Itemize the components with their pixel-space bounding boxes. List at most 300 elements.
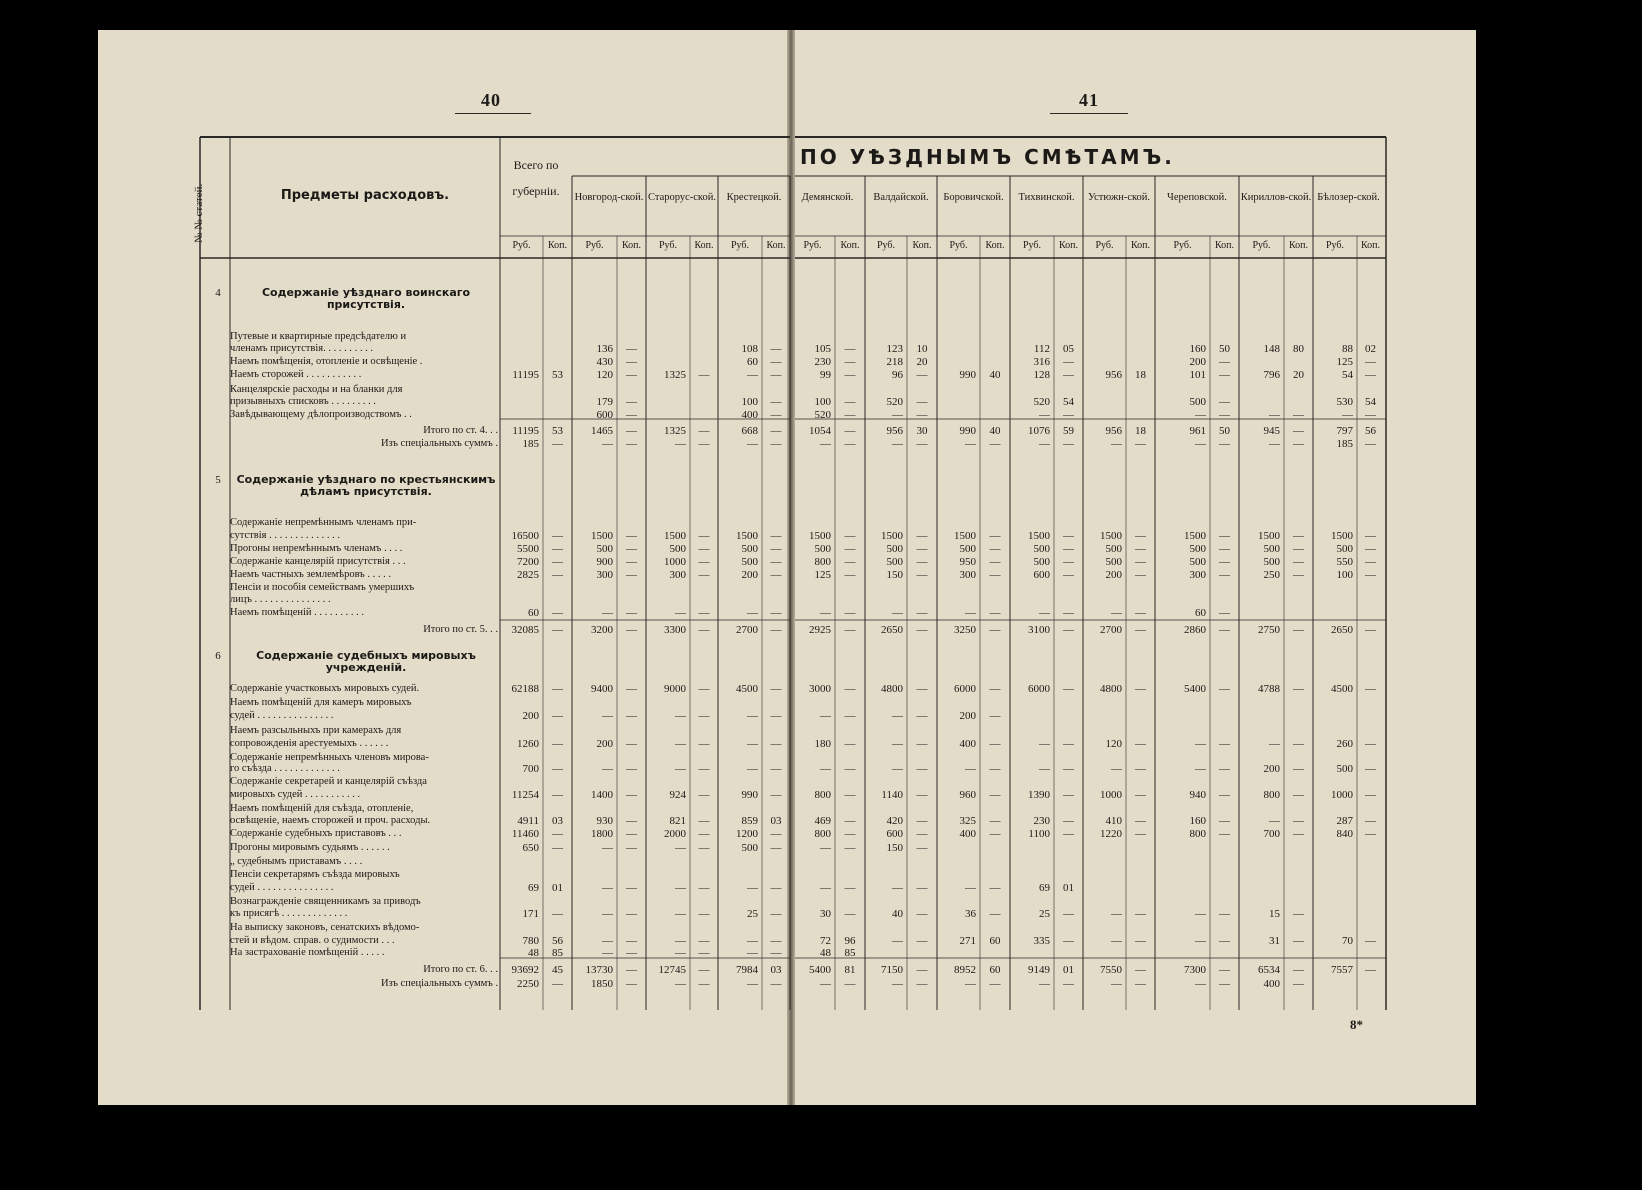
kop-value: — (1365, 569, 1376, 581)
kop-value: — (1293, 763, 1304, 775)
rub-value: 800 (814, 556, 831, 568)
kop-value: — (916, 738, 928, 750)
kop-value: — (1293, 409, 1304, 421)
kop-value: — (916, 438, 928, 450)
kop-value: 85 (552, 947, 563, 959)
kop-value: — (626, 356, 637, 368)
rub-value: 179 (596, 396, 613, 408)
rub-value: — (675, 763, 686, 775)
kop-value: — (844, 842, 856, 854)
kop-value: — (770, 543, 782, 555)
rub-value: 520 (886, 396, 903, 408)
kop-value: — (698, 624, 710, 636)
kop-value: — (698, 763, 710, 775)
expense-item-label: го съѣзда . . . . . . . . . . . . . (230, 763, 340, 774)
rub-value: 1220 (1100, 828, 1122, 840)
kop-value: — (770, 624, 782, 636)
rub-value: — (892, 763, 903, 775)
kop-value: 18 (1135, 425, 1146, 437)
kop-value: 30 (916, 425, 928, 437)
expense-item-label: Пенсіи секретарямъ съѣзда мировыхъ (230, 869, 400, 880)
rub-value: 6000 (954, 683, 976, 695)
rub-value: 150 (886, 569, 903, 581)
rub-value: 500 (886, 543, 903, 555)
rub-value: 7557 (1331, 964, 1353, 976)
rub-value: — (747, 763, 758, 775)
rub-value: — (892, 607, 903, 619)
rub-value: 200 (596, 738, 613, 750)
kop-subheader: Коп. (912, 240, 932, 251)
kop-value: 56 (1365, 425, 1376, 437)
kop-value: — (770, 409, 782, 421)
kop-value: — (552, 569, 563, 581)
expense-item-label: освѣщеніе, наемъ сторожей и проч. расходы. (230, 815, 431, 826)
expense-item-label: Путевые и квартирные предсѣдателю и (230, 331, 407, 342)
kop-value: — (989, 763, 1001, 775)
rub-subheader: Руб. (730, 240, 750, 251)
rub-value: 93692 (511, 964, 539, 976)
rub-value: — (1039, 763, 1050, 775)
rub-value: 796 (1263, 369, 1280, 381)
kop-value: — (1135, 815, 1146, 827)
kop-value: — (1063, 683, 1074, 695)
expense-item-label: мировыхъ судей . . . . . . . . . . . (230, 789, 361, 800)
rub-value: 100 (1336, 569, 1353, 581)
rub-value: 1500 (809, 530, 831, 542)
rub-value: 1500 (1258, 530, 1280, 542)
kop-value: — (626, 438, 637, 450)
kop-value: — (552, 789, 563, 801)
expense-item-label: Канцелярскіе расходы и на бланки для (230, 384, 403, 395)
rub-value: 230 (1033, 815, 1050, 827)
rub-value: 4800 (1100, 683, 1122, 695)
kop-value: — (1293, 683, 1304, 695)
rub-value: 150 (886, 842, 903, 854)
expense-item-label: Наемъ разсыльныхъ при камерахъ для (230, 725, 402, 736)
rub-value: 400 (959, 828, 976, 840)
rub-value: 30 (820, 908, 831, 920)
kop-value: — (1293, 556, 1304, 568)
kop-value: — (844, 530, 856, 542)
rub-value: 600 (886, 828, 903, 840)
district-header: Валдайской. (873, 192, 929, 203)
kop-value: — (698, 738, 710, 750)
rub-value: — (892, 935, 903, 947)
rub-value: 821 (669, 815, 686, 827)
rub-value: — (675, 908, 686, 920)
kop-value: — (698, 947, 710, 959)
kop-value: — (1219, 369, 1230, 381)
rub-value: 1100 (1028, 828, 1050, 840)
rub-value: 13730 (585, 964, 613, 976)
total-row-label: Изъ спеціальныхъ суммъ . (380, 438, 498, 449)
rub-value: — (747, 882, 758, 894)
rub-value: 961 (1189, 425, 1206, 437)
kop-value: — (989, 530, 1001, 542)
kop-value: 60 (989, 935, 1001, 947)
kop-value: — (844, 409, 856, 421)
rub-value: 4800 (881, 683, 903, 695)
kop-value: — (916, 842, 928, 854)
kop-value: — (1365, 556, 1376, 568)
rub-value: 125 (814, 569, 831, 581)
kop-value: — (1293, 543, 1304, 555)
page-number-right: 41 (1079, 90, 1099, 110)
rub-value: 5500 (517, 543, 539, 555)
rub-value: 260 (1336, 738, 1353, 750)
rub-value: — (820, 438, 831, 450)
rub-value: — (747, 738, 758, 750)
rub-value: — (675, 882, 686, 894)
rub-value: 520 (814, 409, 831, 421)
rub-value: 1500 (1100, 530, 1122, 542)
total-header: Всего по губерніи. (512, 158, 560, 198)
rub-value: 69 (1039, 882, 1050, 894)
rub-value: 160 (1189, 815, 1206, 827)
rub-value: — (965, 978, 976, 990)
rub-value: — (675, 935, 686, 947)
rub-value: 250 (1263, 569, 1280, 581)
kop-value: — (1135, 438, 1146, 450)
kop-value: — (698, 978, 710, 990)
kop-value: — (1219, 409, 1230, 421)
rub-value: — (675, 978, 686, 990)
rub-value: 3200 (591, 624, 613, 636)
rub-value: — (1111, 908, 1122, 920)
kop-value: — (989, 543, 1001, 555)
kop-subheader: Коп. (621, 240, 642, 251)
rub-value: 99 (820, 369, 831, 381)
expense-item-label: призывныхъ списковъ . . . . . . . . . (230, 396, 376, 407)
rub-value: 128 (1033, 369, 1050, 381)
rub-value: 930 (596, 815, 613, 827)
expense-item-label: Наемъ помѣщеній для камеръ мировыхъ (230, 697, 412, 708)
kop-value: — (698, 789, 710, 801)
rub-value: 1000 (1331, 789, 1353, 801)
district-header: Старорус-ской. (648, 192, 716, 203)
rub-value: 96 (892, 369, 903, 381)
rub-value: — (1039, 607, 1050, 619)
rub-value: 325 (959, 815, 976, 827)
kop-value: — (1135, 569, 1146, 581)
rub-value: 335 (1033, 935, 1050, 947)
kop-value: — (1293, 978, 1304, 990)
kop-value: — (552, 683, 563, 695)
kop-value: — (1293, 569, 1304, 581)
rub-value: 72 (820, 935, 831, 947)
rub-value: 990 (741, 789, 758, 801)
rub-value: — (1195, 409, 1206, 421)
rub-value: 300 (596, 569, 613, 581)
kop-value: — (1365, 789, 1376, 801)
rub-value: 25 (1039, 908, 1050, 920)
expense-item-label: Содержаніе секретарей и канцелярій съѣзда (230, 776, 427, 787)
kop-value: — (626, 842, 637, 854)
rub-value: 668 (741, 425, 758, 437)
expense-item-label: судей . . . . . . . . . . . . . . . (230, 882, 334, 893)
kop-value: — (552, 624, 563, 636)
rub-value: 31 (1269, 935, 1280, 947)
kop-value: — (844, 543, 856, 555)
rub-value: 650 (522, 842, 539, 854)
kop-value: 59 (1063, 425, 1074, 437)
expense-item-label: Наемъ сторожей . . . . . . . . . . . (230, 369, 362, 380)
rub-value: 1325 (664, 425, 686, 437)
rub-value: 200 (1263, 763, 1280, 775)
rub-value: — (675, 842, 686, 854)
kop-value: — (1219, 935, 1230, 947)
expense-item-label: Содержаніе участковыхъ мировыхъ судей. (230, 683, 420, 694)
rub-value: 500 (886, 556, 903, 568)
kop-value: — (698, 607, 710, 619)
kop-value: 02 (1365, 343, 1376, 355)
kop-value: — (626, 908, 637, 920)
rub-value: — (1111, 763, 1122, 775)
rub-value: 1500 (591, 530, 613, 542)
rub-value: 100 (741, 396, 758, 408)
kop-value: — (916, 607, 928, 619)
kop-value: — (626, 763, 637, 775)
rub-value: — (675, 438, 686, 450)
kop-value: — (1365, 964, 1376, 976)
kop-value: — (844, 789, 856, 801)
kop-value: — (770, 882, 782, 894)
rub-value: — (1039, 409, 1050, 421)
rub-value: 924 (669, 789, 686, 801)
rub-value: 500 (959, 543, 976, 555)
rub-value: 500 (1189, 556, 1206, 568)
rub-value: 945 (1263, 425, 1280, 437)
expense-item-label: На выписку законовъ, сенатскихъ вѣдомо- (230, 922, 420, 933)
section-title: Содержаніе уѣзднаго по крестьянскимъ дѣламъ присутствія. (236, 474, 496, 498)
kop-value: — (770, 556, 782, 568)
kop-value: — (1219, 908, 1230, 920)
rub-value: — (747, 369, 758, 381)
kop-value: — (698, 425, 710, 437)
rub-value: 230 (814, 356, 831, 368)
kop-value: — (1219, 624, 1230, 636)
kop-value: — (1293, 935, 1304, 947)
kop-value: — (1219, 356, 1230, 368)
rub-value: 2000 (664, 828, 686, 840)
rub-value: 32085 (511, 624, 539, 636)
rub-value: 2925 (809, 624, 831, 636)
rub-value: — (1111, 978, 1122, 990)
kop-value: — (1219, 438, 1230, 450)
kop-value: — (1293, 964, 1304, 976)
rub-value: 9400 (591, 683, 613, 695)
kop-value: — (989, 607, 1001, 619)
rub-value: — (820, 607, 831, 619)
rub-value: 500 (1336, 763, 1353, 775)
rub-value: 200 (1189, 356, 1206, 368)
rub-value: 500 (596, 543, 613, 555)
kop-value: — (844, 343, 856, 355)
rub-value: — (1111, 935, 1122, 947)
kop-value: — (698, 556, 710, 568)
kop-value: — (916, 815, 928, 827)
kop-value: — (770, 369, 782, 381)
kop-value: — (698, 543, 710, 555)
kop-value: — (770, 425, 782, 437)
kop-value: — (1365, 543, 1376, 555)
kop-value: — (916, 789, 928, 801)
rub-value: 4500 (1331, 683, 1353, 695)
kop-value: — (844, 738, 856, 750)
kop-value: — (1293, 908, 1304, 920)
kop-value: — (626, 738, 637, 750)
kop-value: — (989, 683, 1001, 695)
kop-value: — (916, 763, 928, 775)
kop-value: — (1219, 789, 1230, 801)
kop-value: 40 (989, 369, 1001, 381)
kop-value: — (626, 978, 637, 990)
rub-value: 300 (1189, 569, 1206, 581)
rub-value: — (602, 947, 613, 959)
rub-value: — (965, 438, 976, 450)
kop-value: — (844, 978, 856, 990)
rub-value: — (1039, 438, 1050, 450)
rub-value: 500 (1033, 556, 1050, 568)
kop-value: — (1219, 964, 1230, 976)
kop-value: — (989, 710, 1001, 722)
kop-subheader: Коп. (766, 240, 786, 251)
rub-value: 960 (959, 789, 976, 801)
rub-value: 112 (1033, 343, 1050, 355)
kop-subheader: Коп. (1214, 240, 1235, 251)
kop-value: — (698, 964, 710, 976)
expense-item-label: Прогоны мировымъ судьямъ . . . . . . (230, 842, 390, 853)
rub-value: 500 (669, 543, 686, 555)
rub-value: — (747, 935, 758, 947)
rub-value: — (820, 842, 831, 854)
rub-value: — (602, 607, 613, 619)
kop-value: — (698, 882, 710, 894)
district-header: Череповской. (1167, 192, 1227, 203)
rub-value: — (965, 607, 976, 619)
expense-item-label: Наемъ частныхъ землемѣровъ . . . . . (230, 569, 391, 580)
section-title: Содержаніе судебныхъ мировыхъ учрежденій. (256, 650, 476, 674)
rub-value: — (1269, 738, 1280, 750)
kop-value: — (989, 789, 1001, 801)
rub-value: — (820, 882, 831, 894)
rub-value: 500 (1033, 543, 1050, 555)
rub-value: 2700 (1100, 624, 1122, 636)
rub-value: 500 (1263, 556, 1280, 568)
expense-item-label: „ судебнымъ приставамъ . . . . (230, 856, 363, 867)
kop-value: — (552, 543, 563, 555)
rub-subheader: Руб. (876, 240, 896, 251)
expense-item-label: членамъ присутствія. . . . . . . . . . (230, 343, 373, 354)
kop-value: — (1135, 908, 1146, 920)
rub-value: — (1039, 738, 1050, 750)
rub-value: 859 (741, 815, 758, 827)
items-header: Предметы расходовъ. (280, 188, 450, 203)
kop-value: — (844, 710, 856, 722)
kop-value: — (698, 710, 710, 722)
rub-value: — (1195, 738, 1206, 750)
rub-value: 171 (522, 908, 539, 920)
rub-value: 500 (741, 543, 758, 555)
rub-value: 400 (1263, 978, 1280, 990)
kop-value: — (1219, 828, 1230, 840)
kop-value: — (989, 738, 1001, 750)
rub-value: 200 (522, 710, 539, 722)
expense-item-label: лицъ . . . . . . . . . . . . . . . (230, 594, 331, 605)
kop-value: — (844, 763, 856, 775)
rub-value: 500 (741, 556, 758, 568)
kop-value: 96 (844, 935, 856, 947)
rub-value: 400 (959, 738, 976, 750)
kop-value: 01 (1063, 964, 1074, 976)
rub-value: 700 (1263, 828, 1280, 840)
rub-value: 1500 (881, 530, 903, 542)
kop-value: — (626, 947, 637, 959)
rub-value: — (602, 908, 613, 920)
rub-value: 4911 (517, 815, 539, 827)
rub-subheader: Руб. (1325, 240, 1345, 251)
rub-value: — (602, 438, 613, 450)
kop-value: — (626, 789, 637, 801)
rub-value: — (892, 738, 903, 750)
kop-value: — (626, 882, 637, 894)
kop-value: — (1063, 624, 1074, 636)
rub-value: 990 (959, 369, 976, 381)
rub-value: 316 (1033, 356, 1050, 368)
kop-value: — (626, 425, 637, 437)
rub-subheader: Руб. (658, 240, 678, 251)
rub-value: 1000 (1100, 789, 1122, 801)
kop-value: — (1063, 815, 1074, 827)
rub-value: — (1342, 409, 1353, 421)
rub-value: — (1195, 908, 1206, 920)
kop-value: — (1135, 683, 1146, 695)
kop-value: — (1063, 543, 1074, 555)
rub-subheader: Руб. (512, 240, 531, 251)
rub-value: 1500 (1028, 530, 1050, 542)
expense-item-label: Завѣдывающему дѣлопроизводствомъ . . (230, 409, 412, 420)
rub-value: 4500 (736, 683, 758, 695)
rub-value: 1390 (1028, 789, 1050, 801)
rub-value: 1325 (664, 369, 686, 381)
kop-value: — (916, 624, 928, 636)
rub-value: 800 (1189, 828, 1206, 840)
total-row-label: Итого по ст. 4. . . (423, 425, 498, 436)
rub-value: — (965, 763, 976, 775)
rub-value: 1140 (881, 789, 903, 801)
article-number: 4 (215, 287, 221, 299)
rub-value: 1850 (591, 978, 613, 990)
kop-value: — (1219, 978, 1230, 990)
kop-value: — (552, 438, 563, 450)
rub-value: 1500 (954, 530, 976, 542)
kop-value: — (916, 396, 928, 408)
rub-value: 271 (959, 935, 976, 947)
expense-item-label: къ присягѣ . . . . . . . . . . . . . (230, 908, 348, 919)
rub-value: 420 (886, 815, 903, 827)
kop-value: — (698, 438, 710, 450)
rub-value: 69 (528, 882, 539, 894)
kop-value: — (916, 543, 928, 555)
kop-value: — (1293, 828, 1304, 840)
rub-value: 3000 (809, 683, 831, 695)
rub-value: 2860 (1184, 624, 1206, 636)
kop-value: — (770, 842, 782, 854)
kop-value: — (626, 683, 637, 695)
kop-value: — (1135, 828, 1146, 840)
kop-value: 54 (1063, 396, 1074, 408)
rub-value: 125 (1336, 356, 1353, 368)
